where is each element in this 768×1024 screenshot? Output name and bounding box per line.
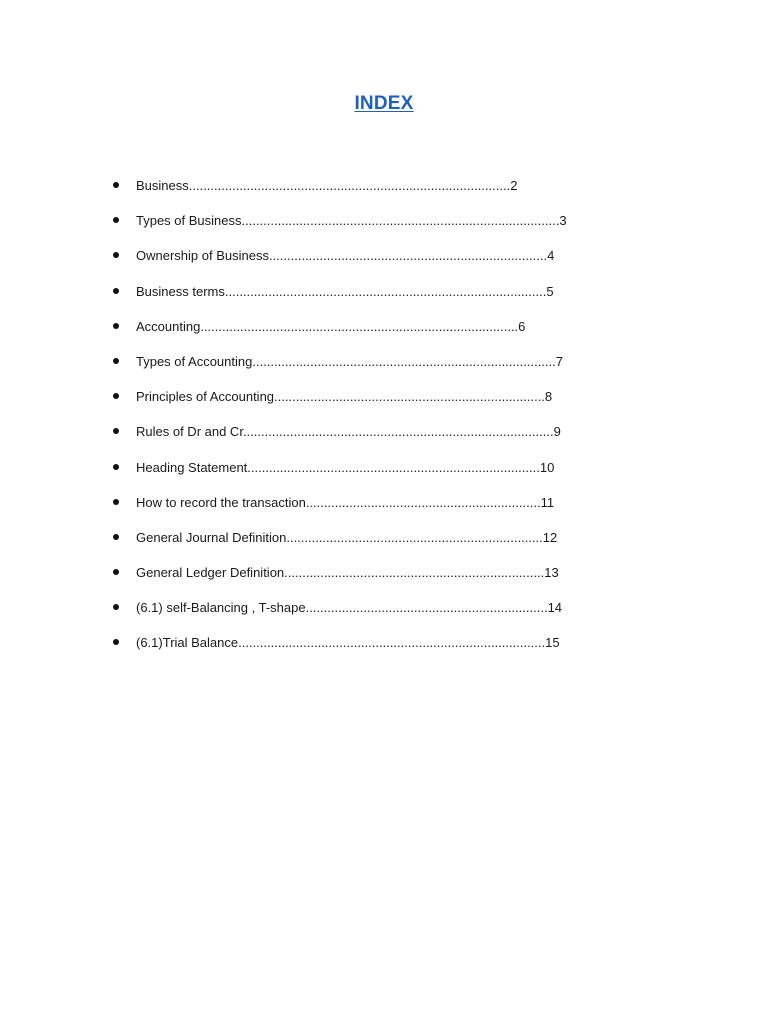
- list-item: [0, 598, 768, 633]
- entry-title: How to record the transaction: [136, 494, 306, 510]
- page-number: 14: [547, 600, 563, 616]
- list-item: [0, 563, 768, 598]
- page-number: 11: [540, 494, 555, 510]
- list-item: [0, 422, 768, 457]
- bullet-icon: [113, 323, 119, 329]
- entry-line: [136, 176, 517, 196]
- bullet-icon: [113, 604, 119, 610]
- page-number: 9: [553, 424, 561, 440]
- bullet-icon: [113, 639, 119, 645]
- entry-line: [136, 352, 563, 372]
- dot-leader: ....................................................................................: [252, 353, 556, 369]
- page-number: 6: [518, 318, 526, 334]
- list-item: [0, 246, 768, 281]
- entry-line: [136, 528, 557, 548]
- bullet-icon: [113, 288, 119, 294]
- entry-title: (6.1) self-Balancing , T-shape: [136, 600, 306, 616]
- entry-line: [136, 422, 561, 442]
- entry-title: Rules of Dr and Cr: [136, 424, 243, 440]
- page-number: 2: [510, 178, 518, 193]
- list-item: [0, 352, 768, 387]
- dot-leader: .............................................................................: [268, 248, 548, 264]
- entry-line: [136, 211, 567, 231]
- list-item: [0, 176, 768, 211]
- bullet-icon: [113, 534, 119, 540]
- page-number: 15: [545, 635, 560, 651]
- bullet-icon: [113, 464, 119, 470]
- entry-line: [136, 493, 554, 513]
- dot-leader: .................................................................................: [247, 459, 540, 475]
- dot-leader: ...........................................................................: [274, 389, 545, 405]
- list-item: [0, 317, 768, 352]
- dot-leader: .........................................................................................: [224, 283, 547, 299]
- page-number: 10: [539, 459, 555, 475]
- dot-leader: .........................................................................................: [188, 178, 511, 193]
- list-item: [0, 211, 768, 246]
- list-item: [0, 387, 768, 422]
- page-number: 4: [547, 248, 555, 264]
- bullet-icon: [113, 252, 119, 258]
- dot-leader: ........................................................................: [284, 565, 545, 581]
- entry-title: Heading Statement: [136, 459, 248, 475]
- page-number: 12: [542, 529, 558, 545]
- page-number: 7: [555, 353, 563, 369]
- dot-leader: .................................................................: [305, 494, 541, 510]
- entry-line: [136, 282, 554, 302]
- entry-title: Types of Business: [136, 213, 242, 229]
- entry-title: Business terms: [136, 283, 225, 299]
- page-number: 13: [544, 565, 559, 581]
- page-number: 5: [546, 283, 554, 299]
- dot-leader: .....................................................................................: [238, 635, 546, 651]
- bullet-icon: [113, 569, 119, 575]
- dot-leader: .......................................................................: [286, 529, 543, 545]
- page-number: 3: [559, 213, 567, 229]
- entry-title: (6.1)Trial Balance: [136, 635, 239, 651]
- entry-title: General Journal Definition: [136, 529, 287, 545]
- list-item: [0, 528, 768, 563]
- bullet-icon: [113, 182, 119, 188]
- list-item: [0, 458, 768, 493]
- entry-title: General Ledger Definition: [136, 565, 285, 581]
- entry-line: [136, 633, 560, 653]
- entry-title: Types of Accounting: [136, 353, 253, 369]
- dot-leader: ........................................................................................: [241, 213, 560, 229]
- bullet-icon: [113, 499, 119, 505]
- dot-leader: ......................................................................................: [242, 424, 554, 440]
- dot-leader: ........................................................................................: [200, 318, 519, 334]
- dot-leader: ...................................................................: [305, 600, 548, 616]
- list-item: [0, 493, 768, 528]
- entry-line: [136, 598, 562, 618]
- entry-title: Principles of Accounting: [136, 389, 275, 405]
- entry-title: Business: [136, 178, 189, 193]
- list-item: [0, 633, 768, 668]
- bullet-icon: [113, 393, 119, 399]
- index-list: [0, 176, 768, 669]
- entry-line: [136, 246, 554, 266]
- bullet-icon: [113, 358, 119, 364]
- entry-line: [136, 563, 559, 583]
- entry-title: Accounting: [136, 318, 201, 334]
- entry-title: Ownership of Business: [136, 248, 269, 264]
- bullet-icon: [113, 428, 119, 434]
- entry-line: [136, 387, 552, 407]
- page-title: INDEX: [354, 93, 414, 114]
- list-item: [0, 282, 768, 317]
- entry-line: [136, 317, 525, 337]
- bullet-icon: [113, 217, 119, 223]
- page-number: 8: [544, 389, 553, 405]
- entry-line: [136, 458, 554, 478]
